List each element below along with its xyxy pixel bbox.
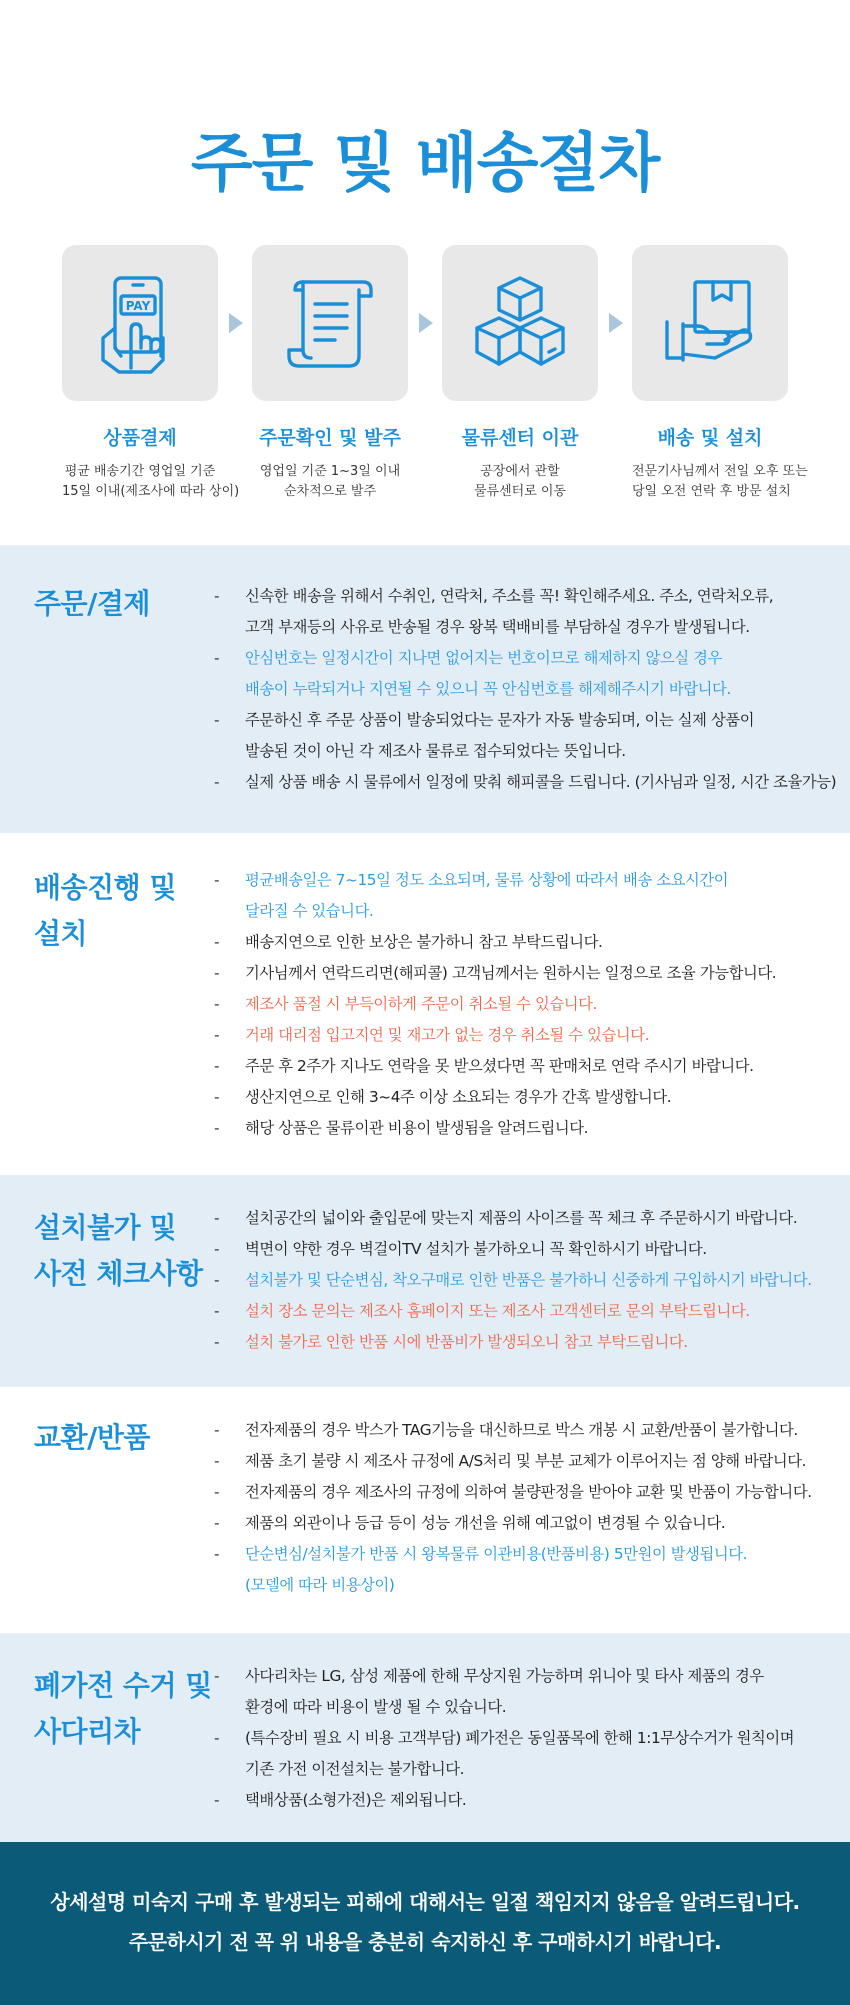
list-item: - 실제 상품 배송 시 물류에서 일정에 맞춰 해피콜을 드립니다. (기사님과 일정, 시간 조율가능)	[214, 767, 844, 798]
list-item: - 주문 후 2주가 지나도 연락을 못 받으셨다면 꼭 판매처로 연락 주시기 바랍니다.	[214, 1051, 844, 1082]
section-order-payment	[0, 545, 850, 833]
list-item: - 신속한 배송을 위해서 수취인, 연락처, 주소를 꼭! 확인해주세요. 주소, 연락처오류, 고객 부재등의 사유로 반송될 경우 왕복 택배비를 부담하실 경우가 발생됩니다.	[214, 581, 844, 643]
step-tile	[62, 245, 218, 401]
step-arrow-icon	[419, 313, 433, 333]
list-item: - 제품의 외관이나 등급 등이 성능 개선을 위해 예고없이 변경될 수 있습니다.	[214, 1508, 844, 1539]
step-payment	[62, 245, 240, 502]
list-item: - 설치불가 및 단순변심, 착오구매로 인한 반품은 불가하니 신중하게 구입하시기 바랍니다.	[214, 1265, 844, 1296]
list-item: - 평균배송일은 7~15일 정도 소요되며, 물류 상황에 따라서 배송 소요시간이 달라질 수 있습니다.	[214, 865, 844, 927]
step-description: 영업일 기준 1~3일 이내 순차적으로 발주	[259, 464, 401, 499]
list-item: - 벽면이 약한 경우 벽걸이TV 설치가 불가하오니 꼭 확인하시기 바랍니다.	[214, 1234, 844, 1265]
order-steps	[62, 245, 808, 505]
step-title: 물류센터 이관	[461, 427, 579, 449]
list-item: - 사다리차는 LG, 삼성 제품에 한해 무상지원 가능하며 위니아 및 타사 제품의 경우 환경에 따라 비용이 발생 될 수 있습니다.	[214, 1661, 844, 1723]
section-list	[214, 1661, 844, 1816]
section-heading: 주문/결제	[34, 587, 150, 620]
section-heading: 설치불가 및 사전 체크사항	[34, 1211, 203, 1290]
list-item: - 배송지연으로 인한 보상은 불가하니 참고 부탁드립니다.	[214, 927, 844, 958]
section-delivery-install	[0, 833, 850, 1175]
hand-box-icon	[655, 268, 765, 378]
page-title: 주문 및 배송절차	[190, 127, 660, 201]
section-heading: 폐가전 수거 및 사다리차	[34, 1669, 212, 1748]
list-item: - 제품 초기 불량 시 제조사 규정에 A/S처리 및 부분 교체가 이루어지는 점 양해 바랍니다.	[214, 1446, 844, 1477]
list-item: - 주문하신 후 주문 상품이 발송되었다는 문자가 자동 발송되며, 이는 실제 상품이 발송된 것이 아닌 각 제조사 물류로 접수되었다는 뜻입니다.	[214, 705, 844, 767]
step-logistics	[442, 245, 598, 502]
list-item: - 단순변심/설치불가 반품 시 왕복물류 이관비용(반품비용) 5만원이 발생됩니다. (모델에 따라 비용상이)	[214, 1539, 844, 1601]
step-tile	[632, 245, 788, 401]
list-item: - 설치 불가로 인한 반품 시에 반품비가 발생되오니 참고 부탁드립니다.	[214, 1327, 844, 1358]
section-heading: 배송진행 및 설치	[34, 871, 176, 950]
section-exchange-return	[0, 1387, 850, 1633]
list-item: - 거래 대리점 입고지연 및 재고가 없는 경우 취소될 수 있습니다.	[214, 1020, 844, 1051]
step-title: 배송 및 설치	[657, 427, 763, 449]
step-order-confirm	[252, 245, 408, 502]
step-title: 상품결제	[103, 427, 177, 449]
list-item: - 기사님께서 연락드리면(해피콜) 고객님께서는 원하시는 일정으로 조율 가능합니다.	[214, 958, 844, 989]
step-arrow-icon	[609, 313, 623, 333]
step-arrow-icon	[229, 313, 243, 333]
step-title: 주문확인 및 발주	[259, 427, 401, 449]
section-list	[214, 581, 844, 798]
list-item: - 안심번호는 일정시간이 지나면 없어지는 번호이므로 해제하지 않으실 경우 배송이 누락되거나 지연될 수 있으니 꼭 안심번호를 해제해주시기 바랍니다.	[214, 643, 844, 705]
section-list	[214, 865, 844, 1144]
list-item: - 생산지연으로 인해 3~4주 이상 소요되는 경우가 간혹 발생합니다.	[214, 1082, 844, 1113]
footer-line-2: 주문하시기 전 꼭 위 내용을 충분히 숙지하신 후 구매하시기 바랍니다.	[128, 1930, 722, 1954]
list-item: - (특수장비 필요 시 비용 고객부담) 폐가전은 동일품목에 한해 1:1무상수거가 원칙이며 기존 가전 이전설치는 불가합니다.	[214, 1723, 844, 1785]
list-item: - 설치 장소 문의는 제조사 홈페이지 또는 제조사 고객센터로 문의 부탁드립니다.	[214, 1296, 844, 1327]
boxes-icon	[465, 268, 575, 378]
list-item: - 전자제품의 경우 제조사의 규정에 의하여 불량판정을 받아야 교환 및 반품이 가능합니다.	[214, 1477, 844, 1508]
step-tile	[442, 245, 598, 401]
step-description: 전문기사님께서 전일 오후 또는 당일 오전 연락 후 방문 설치	[632, 464, 808, 499]
list-item: - 제조사 품절 시 부득이하게 주문이 취소될 수 있습니다.	[214, 989, 844, 1020]
footer-line-1: 상세설명 미숙지 구매 후 발생되는 피해에 대해서는 일절 책임지지 않음을 알려드립니다.	[50, 1890, 800, 1914]
svg-text:PAY: PAY	[125, 299, 151, 313]
section-list	[214, 1415, 844, 1601]
receipt-icon	[275, 268, 385, 378]
list-item: - 전자제품의 경우 박스가 TAG기능을 대신하므로 박스 개봉 시 교환/반품이 불가합니다.	[214, 1415, 844, 1446]
footer-notice	[0, 1842, 850, 2005]
section-disposal-ladder	[0, 1633, 850, 1842]
list-item: - 설치공간의 넓이와 출입문에 맞는지 제품의 사이즈를 꼭 체크 후 주문하시기 바랍니다.	[214, 1203, 844, 1234]
list-item: - 해당 상품은 물류이관 비용이 발생됨을 알려드립니다.	[214, 1113, 844, 1144]
list-item: - 택배상품(소형가전)은 제외됩니다.	[214, 1785, 844, 1816]
step-tile	[252, 245, 408, 401]
step-description: 공장에서 관할 물류센터로 이동	[473, 464, 567, 499]
pay-phone-icon	[85, 268, 195, 378]
step-delivery-install	[632, 245, 808, 502]
section-list	[214, 1203, 844, 1358]
section-heading: 교환/반품	[34, 1421, 150, 1454]
section-install-check	[0, 1175, 850, 1387]
step-description: 평균 배송기간 영업일 기준 15일 이내(제조사에 따라 상이)	[62, 464, 240, 499]
